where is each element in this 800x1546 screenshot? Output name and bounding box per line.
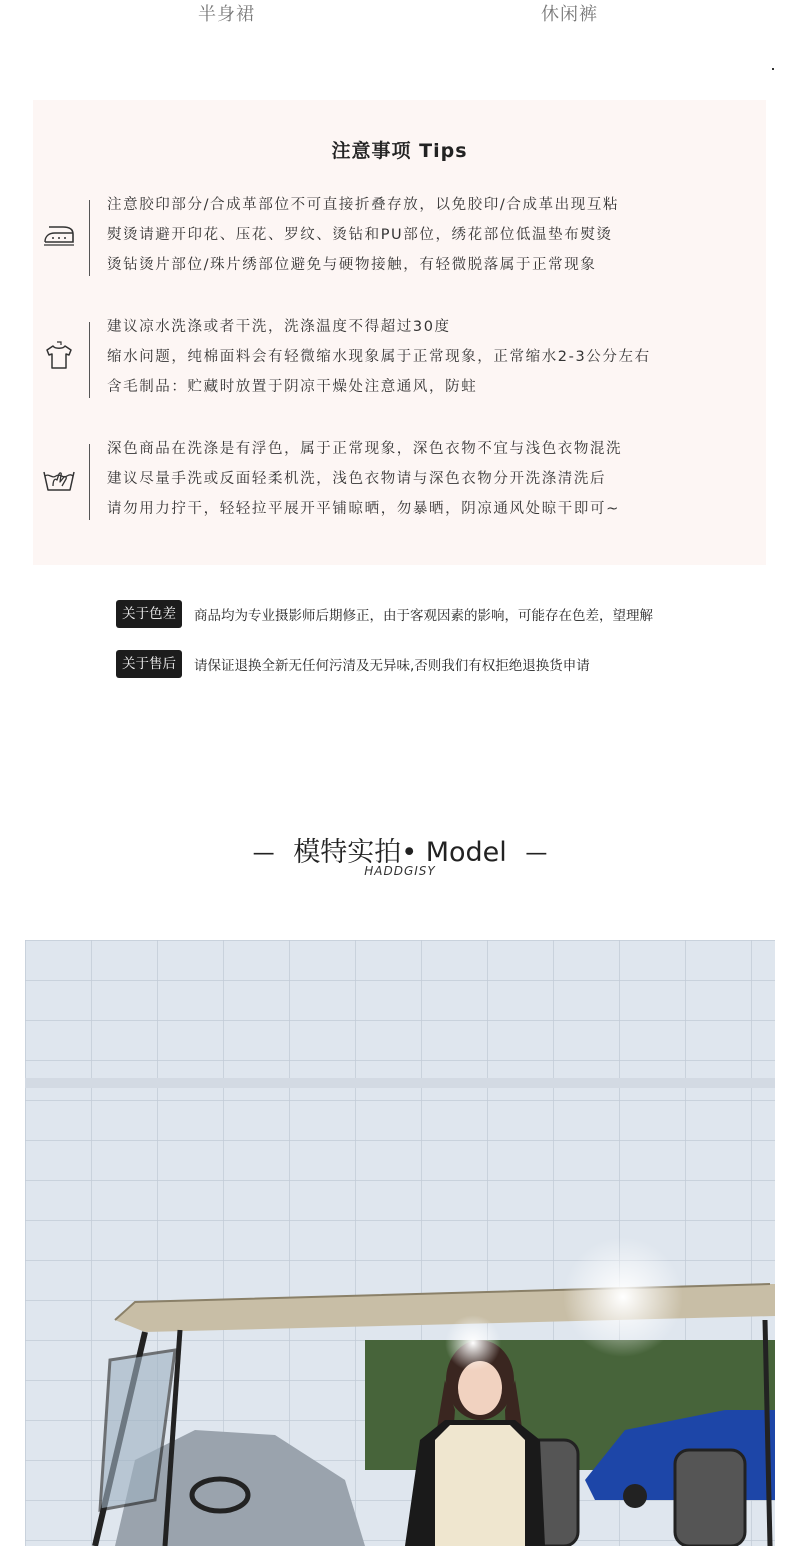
- tips-line: 请勿用力拧干，轻轻拉平展开平铺晾晒，勿暴晒，阴凉通风处晾干即可~: [107, 501, 620, 517]
- notice-badge: 关于售后: [116, 650, 182, 678]
- tips-section-ironing: [33, 197, 766, 288]
- tips-divider: [89, 322, 90, 398]
- notice-text: 请保证退换全新无任何污清及无异味,否则我们有权拒绝退换货申请: [194, 658, 590, 674]
- heading-dash-left: —: [252, 841, 275, 866]
- handwash-icon: [41, 460, 77, 496]
- tips-line: 含毛制品：贮藏时放置于阴凉干燥处注意通风，防蛀: [107, 379, 478, 395]
- heading-dash-right: —: [525, 841, 548, 866]
- tips-lines: [107, 190, 747, 280]
- tips-lines: [107, 434, 747, 524]
- tips-line: 熨烫请避开印花、压花、罗纹、烫钻和PU部位，绣花部位低温垫布熨烫: [107, 227, 613, 243]
- care-tips-panel: [33, 100, 766, 565]
- tips-line: 建议尽量手洗或反面轻柔机洗，浅色衣物请与深色衣物分开洗涤清洗后: [107, 471, 607, 487]
- tips-line: 烫钻烫片部位/珠片绣部位避免与硬物接触，有轻微脱落属于正常现象: [107, 257, 597, 273]
- model-photo[interactable]: [25, 940, 775, 1546]
- after-sales-notice: [116, 650, 590, 678]
- color-difference-notice: [116, 600, 653, 628]
- category-pants-label[interactable]: 休闲裤: [541, 4, 598, 25]
- tips-section-washing: [33, 319, 766, 410]
- notice-text: 商品均为专业摄影师后期修正，由于客观因素的影响，可能存在色差，望理解: [194, 608, 653, 624]
- notice-badge: 关于色差: [116, 600, 182, 628]
- iron-icon: [41, 216, 77, 252]
- brand-subtitle: HADDGISY: [364, 864, 436, 878]
- tips-lines: [107, 312, 747, 402]
- shirt-icon: [41, 338, 77, 374]
- tips-line: 注意胶印部分/合成革部位不可直接折叠存放，以免胶印/合成革出现互粘: [107, 197, 620, 213]
- model-title: 模特实拍• Model: [293, 837, 507, 868]
- tips-title: 注意事项 Tips: [331, 140, 468, 162]
- divider-dot: [772, 68, 774, 70]
- tips-divider: [89, 444, 90, 520]
- category-skirt-label[interactable]: 半身裙: [198, 4, 255, 25]
- tips-line: 深色商品在洗涤是有浮色，属于正常现象，深色衣物不宜与浅色衣物混洗: [107, 441, 623, 457]
- tips-section-drying: [33, 441, 766, 532]
- model-photo-illustration: [25, 940, 775, 1546]
- tips-line: 建议凉水洗涤或者干洗，洗涤温度不得超过30度: [107, 319, 451, 335]
- tips-divider: [89, 200, 90, 276]
- tips-line: 缩水问题，纯棉面料会有轻微缩水现象属于正常现象，正常缩水2-3公分左右: [107, 349, 651, 365]
